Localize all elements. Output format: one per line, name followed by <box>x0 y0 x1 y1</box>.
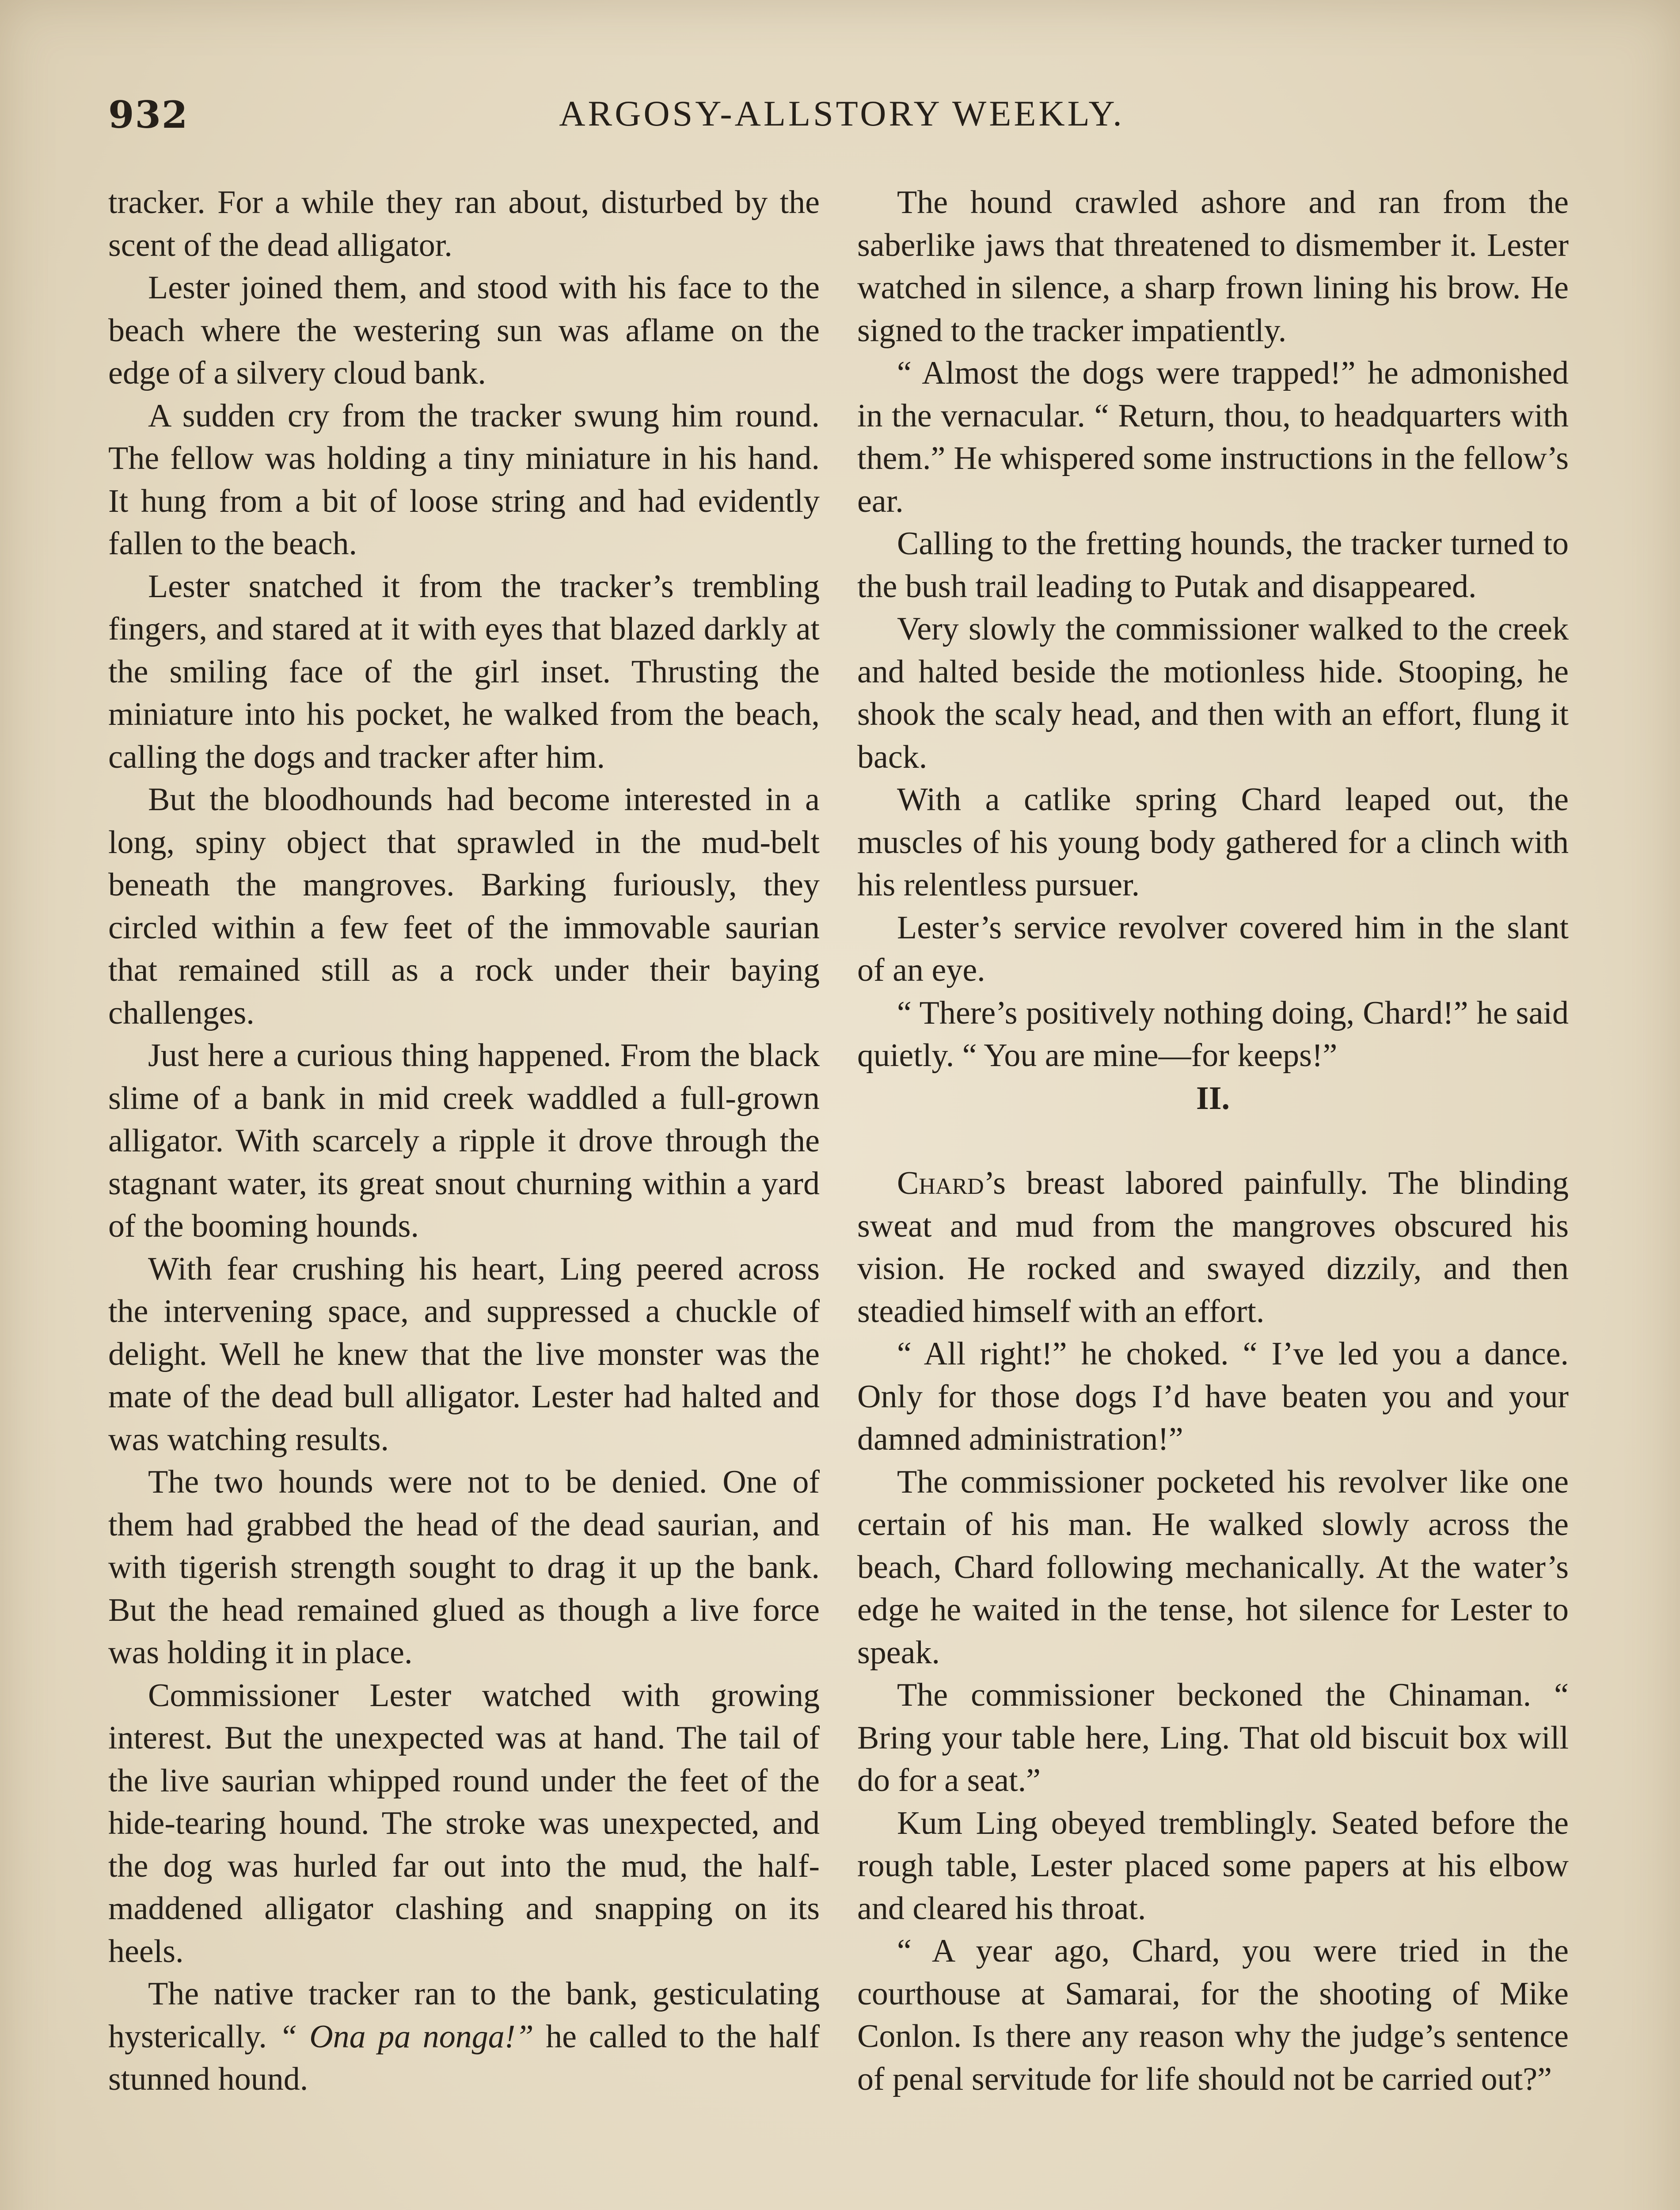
paragraph: Lester joined them, and stood with his face to the beach where the westering sun was aflame on the edge of a silvery cloud bank. <box>108 270 820 391</box>
paragraph: Calling to the fretting hounds, the tracker turned to the bush trail leading to Putak and disappeared. <box>857 526 1569 605</box>
page-header <box>108 93 1575 146</box>
paragraph: “ All right!” he choked. “ I’ve led you a dance. Only for those dogs I’d have beaten you and your damned administration!” <box>857 1336 1569 1457</box>
paragraph: The commissioner beckoned the Chinaman. “ Bring your table here, Ling. That old biscuit box will do for a seat.” <box>857 1677 1569 1798</box>
paragraph: The two hounds were not to be denied. One of them had grabbed the head of the dead saurian, and with tigerish strength sought to drag it up the bank. But the head remained glued as though a live force was holding it in place. <box>108 1464 820 1671</box>
paragraph: “ Almost the dogs were trapped!” he admonished in the vernacular. “ Return, thou, to headquarters with them.” He whispered some instructions in the fellow’s ear. <box>857 355 1569 519</box>
paragraph: Very slowly the commissioner walked to the creek and halted beside the motionless hide. Stooping, he shook the scaly head, and then with an effort, flung it back. <box>857 611 1569 775</box>
paragraph <box>108 1973 820 2101</box>
text-run: he called to the half stunned hound. <box>108 2018 820 2097</box>
left-column <box>108 181 820 2101</box>
section-opening-paragraph <box>857 1162 1569 1333</box>
paragraph: “ There’s positively nothing doing, Chard!” he said quietly. “ You are mine—for keeps!” <box>857 994 1569 1074</box>
paragraph: The commissioner pocketed his revolver like one certain of his man. He walked slowly across the beach, Chard following mechanically. At the water’s edge he waited in the tense, hot silence for Lester to speak. <box>857 1463 1569 1671</box>
page-number: 932 <box>108 93 189 137</box>
paragraph: Kum Ling obeyed tremblingly. Seated before the rough table, Lester placed some papers at his elbow and cleared his throat. <box>857 1805 1569 1927</box>
text-run: The native tracker ran to the bank, gesticulating hysterically. <box>108 1976 820 2055</box>
right-column <box>857 181 1569 2100</box>
text-run: ’s breast labored painfully. The blinding sweat and mud from the mangroves obscured his vision. He rocked and swayed dizzily, and then steadied himself with an effort. <box>857 1165 1569 1330</box>
paragraph: Lester snatched it from the tracker’s trembling fingers, and stared at it with eyes that blazed darkly at the smiling face of the girl inset. Thrusting the miniature into his pocket, he walked from the beach, calling the dogs and tracker after him. <box>108 568 820 775</box>
running-title: ARGOSY-ALLSTORY WEEKLY. <box>559 93 1125 133</box>
paragraph: Just here a curious thing happened. From the black slime of a bank in mid creek waddled a full-grown alligator. With scarcely a ripple it drove through the stagnant water, its great snout churning within a yard of the booming hounds. <box>108 1037 820 1244</box>
paragraph: Lester’s service revolver covered him in the slant of an eye. <box>857 909 1569 988</box>
dropcap-word: Chard <box>897 1165 984 1201</box>
paragraph: The hound crawled ashore and ran from the saberlike jaws that threatened to dismember it. Lester watched in silence, a sharp frown lining his brow. He signed to the tracker impatiently. <box>857 184 1569 349</box>
native-exclamation: “ Ona pa nonga!” <box>279 2018 534 2055</box>
paragraph: A sudden cry from the tracker swung him round. The fellow was holding a tiny miniature in his hand. It hung from a bit of loose string and had evidently fallen to the beach. <box>108 397 820 562</box>
paragraph: Commissioner Lester watched with growing interest. But the unexpected was at hand. The tail of the live saurian whipped round under the feet of the hide-tearing hound. The stroke was unexpected, and the dog was hurled far out into the mud, the half-maddened alligator clashing and snapping on its heels. <box>108 1677 820 1970</box>
paragraph: But the bloodhounds had become interested in a long, spiny object that sprawled in the mud-belt beneath the mangroves. Barking furiously, they circled within a few feet of the immovable saurian that remained still as a rock under their baying challenges. <box>108 781 820 1031</box>
paragraph: With a catlike spring Chard leaped out, the muscles of his young body gathered for a clinch with his relentless pursuer. <box>857 781 1569 903</box>
paragraph: tracker. For a while they ran about, disturbed by the scent of the dead alligator. <box>108 184 820 263</box>
paragraph: “ A year ago, Chard, you were tried in the courthouse at Samarai, for the shooting of Mike Conlon. Is there any reason why the judge’s sentence of penal servitude for life should not be carried out?” <box>857 1933 1569 2097</box>
section-heading: II. <box>1196 1080 1230 1116</box>
paragraph: With fear crushing his heart, Ling peered across the intervening space, and suppressed a chuckle of delight. Well he knew that the live monster was the mate of the dead bull alligator. Lester had halted and was watching results. <box>108 1250 820 1458</box>
